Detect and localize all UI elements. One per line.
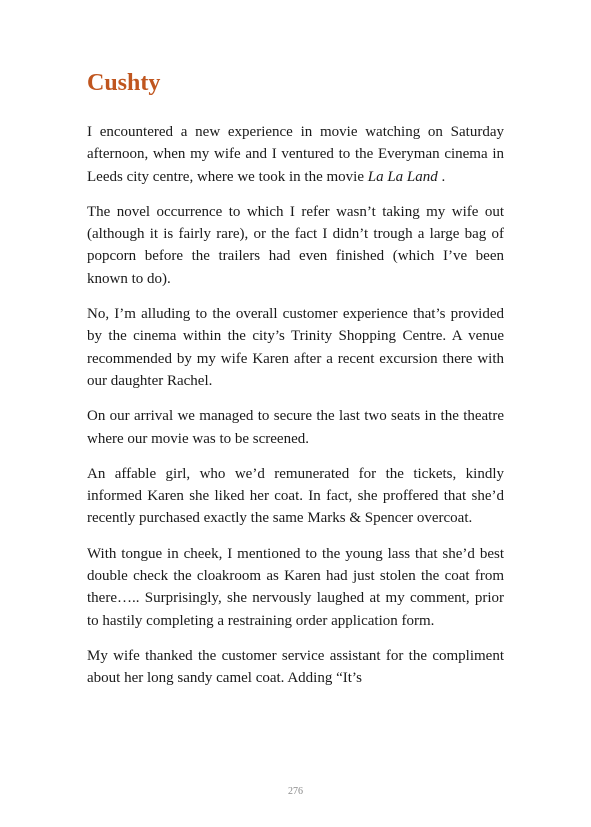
- movie-title: La La Land: [367, 168, 438, 185]
- paragraph-3: No, I’m alluding to the overall customer experience that’s provided by the cinema within the city’s Trinity Shopping Centre. A venue recommended by my wife Karen after a recent excursion there with our daughter Rachel.: [87, 306, 504, 389]
- paragraph-1: [87, 121, 504, 188]
- page-number: 276: [288, 786, 303, 797]
- paragraph-1-text: I encountered a new experience in movie watching on Saturday afternoon, when my wife and I ventured to the Everyman cinema in Leeds city centre, where we took in the movie: [87, 124, 504, 185]
- paragraph-4: On our arrival we managed to secure the last two seats in the theatre where our movie was to be screened.: [87, 408, 504, 447]
- chapter-title: Cushty: [87, 70, 161, 96]
- paragraph-6: With tongue in cheek, I mentioned to the young lass that she’d best double check the cloakroom as Karen had just stolen the coat from there….. Surprisingly, she nervously laughed at my comment, prior to hastily completing a restraining order application form.: [87, 545, 504, 629]
- body-text: [87, 121, 504, 703]
- paragraph-2: The novel occurrence to which I refer wasn’t taking my wife out (although it is fairly rare), or the fact I didn’t trough a large bag of popcorn before the trailers had even finished (which I’ve been known to do).: [87, 203, 504, 287]
- paragraph-5: An affable girl, who we’d remunerated for the tickets, kindly informed Karen she liked her coat. In fact, she proffered that she’d recently purchased exactly the same Marks & Spencer overcoat.: [87, 465, 504, 527]
- paragraph-1-end: .: [437, 168, 446, 185]
- paragraph-7: My wife thanked the customer service assistant for the compliment about her long sandy camel coat. Adding “It’s: [87, 647, 504, 687]
